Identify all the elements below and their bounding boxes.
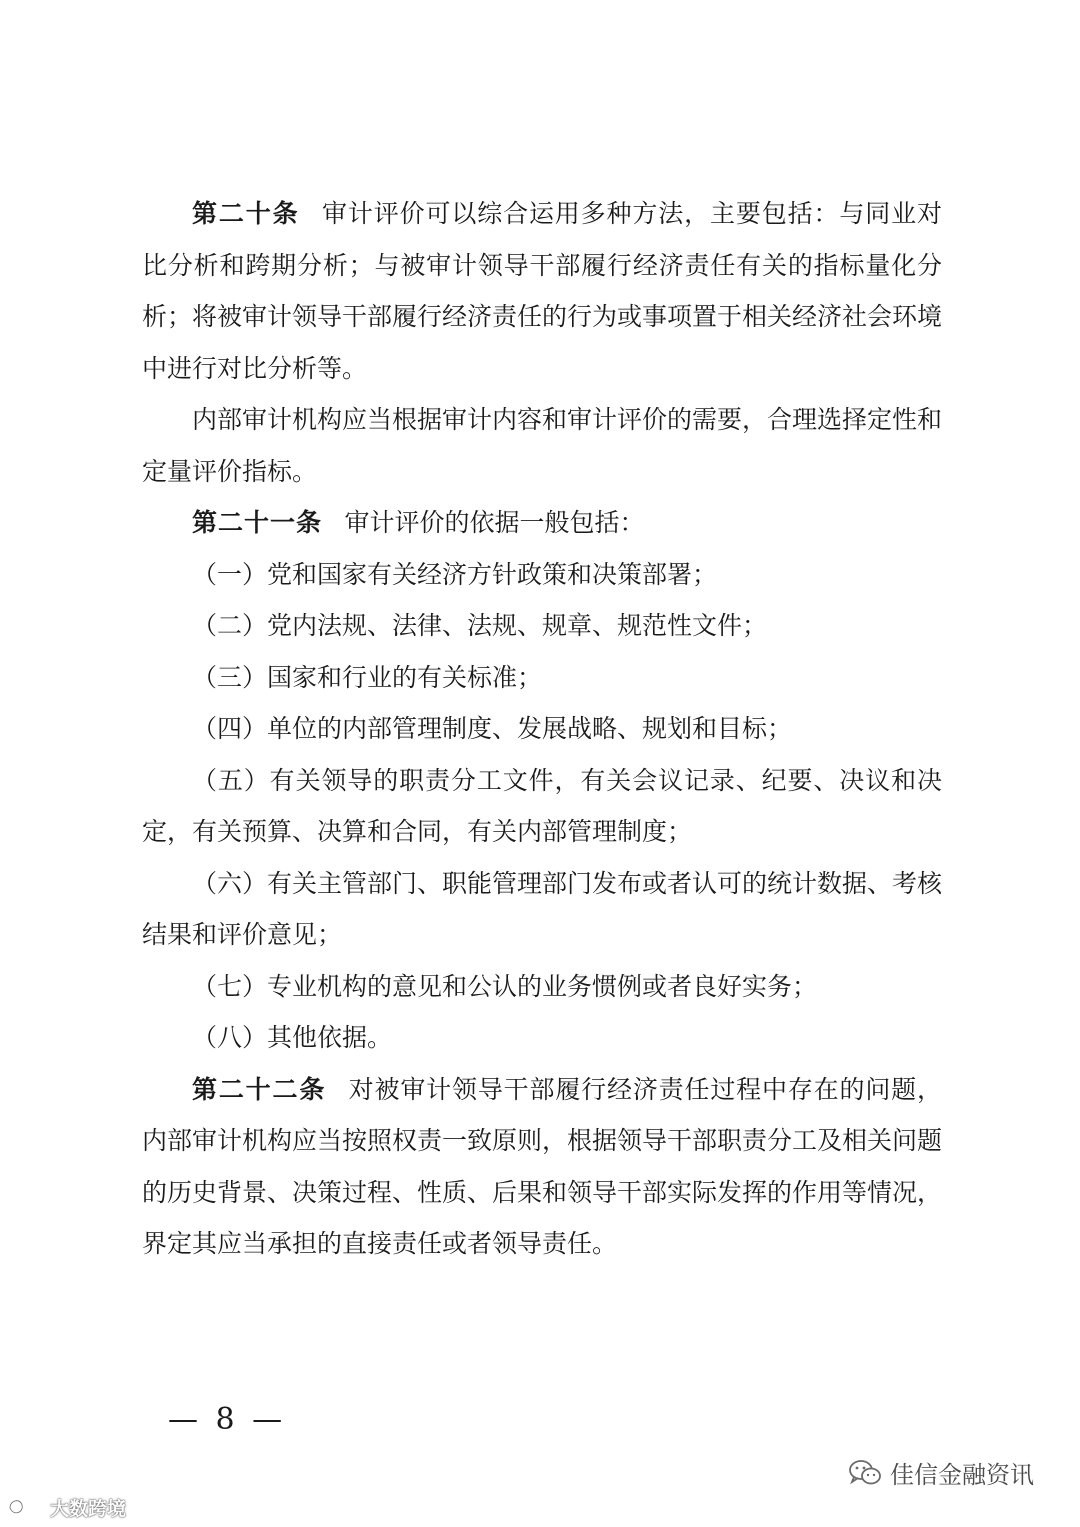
- watermark-text: 大数跨境: [50, 1498, 127, 1520]
- paragraph-text: （二）党内法规、法律、法规、规章、规范性文件；: [192, 611, 768, 640]
- list-item: [142, 858, 942, 961]
- page-number: — 8 —: [168, 1402, 287, 1437]
- paragraph: [142, 394, 942, 497]
- paragraph-text: 审计评价可以综合运用多种方法，主要包括：与同业对比分析和跨期分析；与被审计领导干部履行经济责任有关的指标量化分析；将被审计领导干部履行经济责任的行为或事项置于相关经济社会环境中进行对比分析等。: [142, 199, 943, 383]
- paragraph-text: 对被审计领导干部履行经济责任过程中存在的问题，内部审计机构应当按照权责一致原则，根据领导干部职责分工及相关问题的历史背景、决策过程、性质、后果和领导干部实际发挥的作用等情况，界定其应当承担的直接责任或者领导责任。: [142, 1074, 943, 1258]
- paragraph-text: （四）单位的内部管理制度、发展战略、规划和目标；: [192, 714, 793, 743]
- wechat-icon: [848, 1458, 882, 1488]
- paragraph-text: 内部审计机构应当根据审计内容和审计评价的需要，合理选择定性和定量评价指标。: [142, 405, 943, 486]
- list-item: [142, 1012, 942, 1064]
- paragraph-text: （六）有关主管部门、职能管理部门发布或者认可的统计数据、考核结果和评价意见；: [142, 868, 943, 949]
- article-title: 第二十条: [192, 199, 300, 228]
- list-item: [142, 755, 942, 858]
- paragraph-text: （八）其他依据。: [192, 1023, 393, 1052]
- list-item: [142, 652, 942, 704]
- logo-icon: [6, 1495, 46, 1521]
- paragraph: [142, 497, 942, 549]
- watermark-text: 佳信金融资讯: [890, 1461, 1034, 1489]
- document-body: [142, 188, 942, 1270]
- list-item: [142, 549, 942, 601]
- wechat-watermark: [848, 1455, 1034, 1490]
- paragraph-text: （七）专业机构的意见和公认的业务惯例或者良好实务；: [192, 971, 818, 1001]
- list-item: [142, 961, 942, 1013]
- source-watermark: [6, 1494, 126, 1521]
- list-item: [142, 600, 942, 652]
- list-item: [142, 703, 942, 755]
- paragraph-text: 审计评价的依据一般包括：: [344, 508, 645, 537]
- paragraph-text: （五）有关领导的职责分工文件，有关会议记录、纪要、决议和决定，有关预算、决算和合同，有关内部管理制度；: [142, 765, 942, 846]
- paragraph-text: （一）党和国家有关经济方针政策和决策部署；: [192, 559, 718, 589]
- paragraph: [142, 1064, 942, 1270]
- article-title: 第二十二条: [192, 1074, 327, 1104]
- paragraph-text: （三）国家和行业的有关标准；: [192, 662, 543, 692]
- article-title: 第二十一条: [192, 508, 323, 537]
- paragraph: [142, 188, 942, 394]
